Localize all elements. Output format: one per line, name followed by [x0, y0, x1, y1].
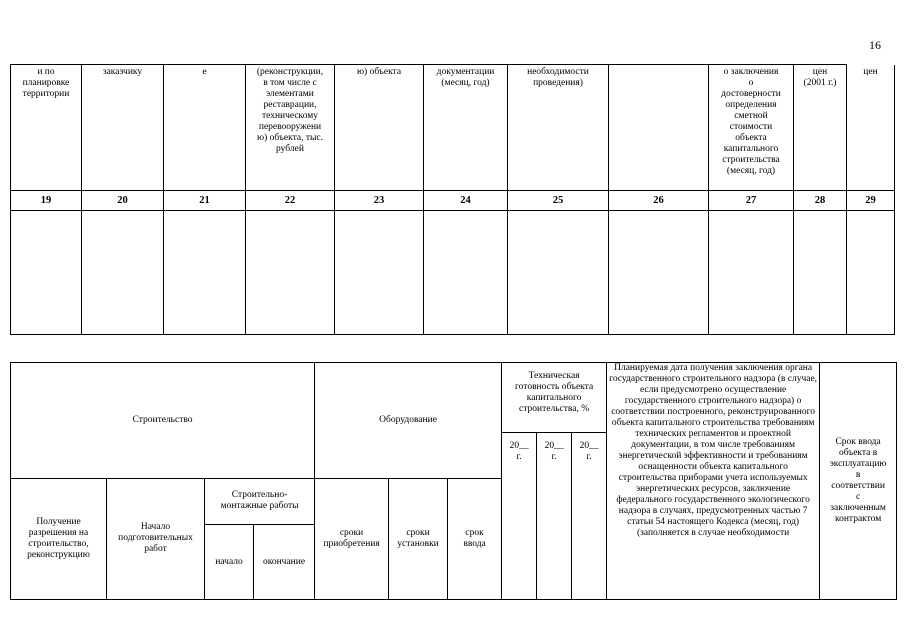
header-cell: ю) объекта	[335, 65, 424, 191]
table-cell	[609, 211, 709, 335]
column-number: 23	[335, 191, 424, 211]
column-number: 19	[11, 191, 82, 211]
header-cell: документации (месяц, год)	[424, 65, 508, 191]
column-number: 20	[82, 191, 164, 211]
column-number: 26	[609, 191, 709, 211]
start-header: начало	[205, 525, 254, 600]
planned-date-text: Планируемая дата получения заключения органа государственного строительного надзора (в случае, если предусмотрено осуществление государственного строительного надзора) о соответствии построенного, реконструированного объекта капитального строительства требованиям технических регламентов и проектной документации, в том числе требованиям энергетической эффективности и требованиям оснащенности объекта капитального строительства приборами учета используемых энергетических ресурсов, заключение федерального государственного экологического надзора в случаях, предусмотренных частью 7 статьи 54 настоящего Кодекса (месяц, год) (заполняется в случае необходимости	[609, 363, 818, 538]
table-cell	[794, 211, 847, 335]
input-header: срок ввода	[448, 478, 502, 600]
column-number: 27	[709, 191, 794, 211]
page-number: 16	[869, 38, 881, 52]
commissioning-header: Срок ввода объекта в эксплуатацию в соответствии с заключенным контрактом	[820, 363, 897, 600]
header-cell: необходимости проведения)	[508, 65, 609, 191]
construction-works-header: Строительно- монтажные работы	[205, 478, 315, 525]
column-number: 21	[164, 191, 246, 211]
table-cell	[164, 211, 246, 335]
table-cell	[508, 211, 609, 335]
equipment-header: Оборудование	[315, 363, 502, 479]
header-cell: заказчику	[82, 65, 164, 191]
header-cell: цен (2001 г.)	[794, 65, 847, 191]
preparatory-works-header: Начало подготовительных работ	[107, 478, 205, 600]
table-cell	[847, 211, 895, 335]
end-header: окончание	[254, 525, 315, 600]
header-cell: и по планировке территории	[11, 65, 82, 191]
acquisition-header: сроки приобретения	[315, 478, 389, 600]
table-cell	[709, 211, 794, 335]
column-number: 22	[246, 191, 335, 211]
installation-header: сроки установки	[389, 478, 448, 600]
table-cell	[246, 211, 335, 335]
year-cell: 20__ г.	[572, 433, 607, 600]
year-cell: 20__ г.	[537, 433, 572, 600]
header-cell	[609, 65, 709, 191]
table-cell	[11, 211, 82, 335]
header-cell: (реконструкции, в том числе с элементами реставрации, техническому перевооружени ю) объекта, тыс. рублей	[246, 65, 335, 191]
header-cell: е	[164, 65, 246, 191]
table-cell	[82, 211, 164, 335]
header-cell: цен	[847, 65, 895, 191]
column-number: 28	[794, 191, 847, 211]
table-cell	[335, 211, 424, 335]
header-cell: о заключения о достоверности определения сметной стоимости объекта капитального строительства (месяц, год)	[709, 65, 794, 191]
column-number: 24	[424, 191, 508, 211]
top-table	[10, 64, 895, 335]
year-cell: 20__ г.	[502, 433, 537, 600]
column-number: 25	[508, 191, 609, 211]
permit-header: Получение разрешения на строительство, реконструкцию	[11, 478, 107, 600]
technical-readiness-header: Техническая готовность объекта капитального строительства, %	[502, 363, 607, 433]
planned-date-header	[607, 363, 820, 600]
table-cell	[424, 211, 508, 335]
bottom-table	[10, 362, 897, 600]
column-number: 29	[847, 191, 895, 211]
construction-header: Строительство	[11, 363, 315, 479]
